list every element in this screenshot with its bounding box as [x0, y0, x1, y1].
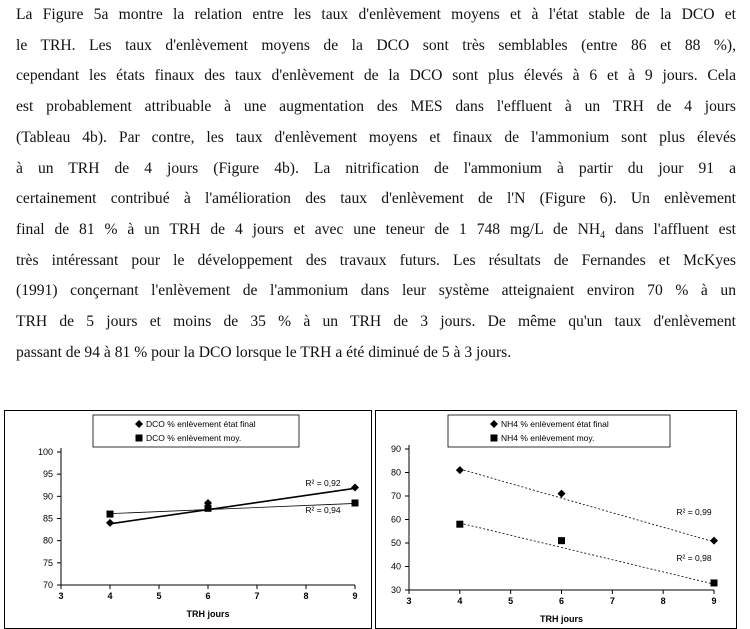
x-tick-label: 7: [609, 596, 615, 606]
line-text: dans l'affluent est: [605, 220, 736, 238]
line-text: (Tableau 4b). Par contre, les taux d'enlèvement moyens et finaux de l'ammonium sont plus élevés: [16, 128, 736, 146]
x-axis-title: TRH jours: [186, 609, 230, 619]
paragraph-line: [16, 92, 736, 123]
paragraph-line: [16, 276, 736, 307]
line-text: TRH de 5 jours et moins de 35 % à un TRH de 3 jours. De même qu'un taux d'enlèvement: [16, 313, 736, 331]
legend-label: DCO % enlèvement moy.: [146, 433, 242, 443]
trend-line: [460, 469, 714, 542]
r-squared-label: R² = 0,94: [305, 505, 341, 515]
r-squared-label: R² = 0,99: [676, 507, 712, 517]
y-tick-label: 100: [37, 447, 53, 457]
line-text: passant de 94 à 81 % pour la DCO lorsque le TRH a été diminué de 5 à 3 jours.: [16, 343, 512, 361]
x-tick-label: 9: [352, 591, 358, 601]
data-point-diamond: [710, 537, 718, 545]
y-tick-label: 70: [390, 491, 401, 501]
data-point-square: [711, 579, 718, 586]
chart-dco: [5, 411, 371, 628]
paragraph-line: [16, 215, 736, 246]
x-tick-label: 5: [508, 596, 514, 606]
y-tick-label: 80: [42, 535, 53, 546]
chart-nh4-panel: [375, 410, 737, 629]
subscript: 4: [600, 230, 606, 242]
x-tick-label: 4: [107, 591, 113, 601]
line-text: le TRH. Les taux d'enlèvement moyens de la DCO sont très semblables (entre 86 et 88 %),: [16, 36, 736, 54]
x-tick-label: 3: [58, 591, 64, 601]
data-point-diamond: [351, 483, 359, 491]
x-tick-label: 4: [457, 596, 463, 606]
r-squared-label: R² = 0,92: [305, 478, 341, 488]
paragraph-line: [16, 338, 736, 369]
body-paragraph: [16, 0, 736, 368]
x-tick-label: 6: [205, 591, 211, 601]
line-text: cependant les états finaux des taux d'enlèvement de la DCO sont plus élevés à 6 et à 9 jours. Cela: [16, 67, 736, 85]
paragraph-line: [16, 307, 736, 338]
legend-label: NH4 % enlèvement moy.: [501, 433, 595, 443]
r-squared-label: R² = 0,98: [676, 553, 712, 563]
line-text: très intéressant pour le développement des travaux futurs. Les résultats de Fernandes et McKyes: [16, 251, 736, 269]
chart-dco-panel: [4, 410, 372, 629]
line-text: est probablement attribuable à une augmentation des MES dans l'effluent à un TRH de 4 jours: [16, 98, 736, 116]
y-tick-label: 80: [390, 467, 401, 478]
x-tick-label: 5: [156, 591, 162, 601]
line-text: La Figure 5a montre la relation entre les taux d'enlèvement moyens et à l'état stable de la DCO et: [16, 6, 736, 23]
x-tick-label: 9: [711, 596, 717, 606]
line-text: certainement contribué à l'amélioration des taux d'enlèvement de l'N (Figure 6). Un enlèvement: [16, 190, 736, 208]
y-tick-label: 85: [42, 513, 53, 524]
legend-label: DCO % enlèvement état final: [146, 419, 256, 429]
legend-marker-square: [491, 435, 498, 442]
x-tick-label: 7: [254, 591, 260, 601]
paragraph-line: [16, 154, 736, 185]
y-tick-label: 70: [42, 580, 53, 590]
y-tick-label: 30: [390, 585, 401, 595]
data-point-square: [352, 499, 359, 506]
data-point-diamond: [456, 466, 464, 474]
legend-label: NH4 % enlèvement état final: [501, 419, 609, 429]
data-point-square: [107, 511, 114, 518]
x-tick-label: 3: [406, 596, 412, 606]
y-tick-label: 75: [42, 557, 53, 568]
chart-nh4: [376, 411, 736, 628]
line-text: final de 81 % à un TRH de 4 jours et avec une teneur de 1 748 mg/L de NH: [16, 220, 601, 238]
y-tick-label: 95: [42, 469, 53, 480]
x-axis-title: TRH jours: [539, 614, 584, 624]
paragraph-line: [16, 31, 736, 62]
y-tick-label: 60: [390, 514, 401, 525]
data-point-square: [205, 505, 212, 512]
y-tick-label: 40: [390, 561, 401, 572]
y-tick-label: 90: [390, 444, 401, 454]
y-tick-label: 50: [390, 538, 401, 548]
paragraph-line: [16, 184, 736, 215]
x-tick-label: 6: [558, 596, 565, 606]
data-point-diamond: [558, 490, 566, 498]
paragraph-line: [16, 123, 736, 154]
paragraph-line: [16, 61, 736, 92]
data-point-square: [456, 521, 463, 528]
y-tick-label: 90: [42, 491, 53, 502]
paragraph-line: [16, 0, 736, 31]
paragraph-line: [16, 246, 736, 277]
x-tick-label: 8: [303, 591, 309, 601]
line-text: à un TRH de 4 jours (Figure 4b). La nitrification de l'ammonium à partir du jour 91 a: [16, 159, 736, 177]
data-point-square: [558, 537, 565, 544]
legend-marker-square: [136, 435, 143, 442]
data-point-diamond: [106, 519, 114, 527]
x-tick-label: 8: [660, 596, 666, 606]
line-text: (1991) conçernant l'enlèvement de l'ammonium dans leur système atteignaient environ 70 % à un: [16, 282, 736, 300]
